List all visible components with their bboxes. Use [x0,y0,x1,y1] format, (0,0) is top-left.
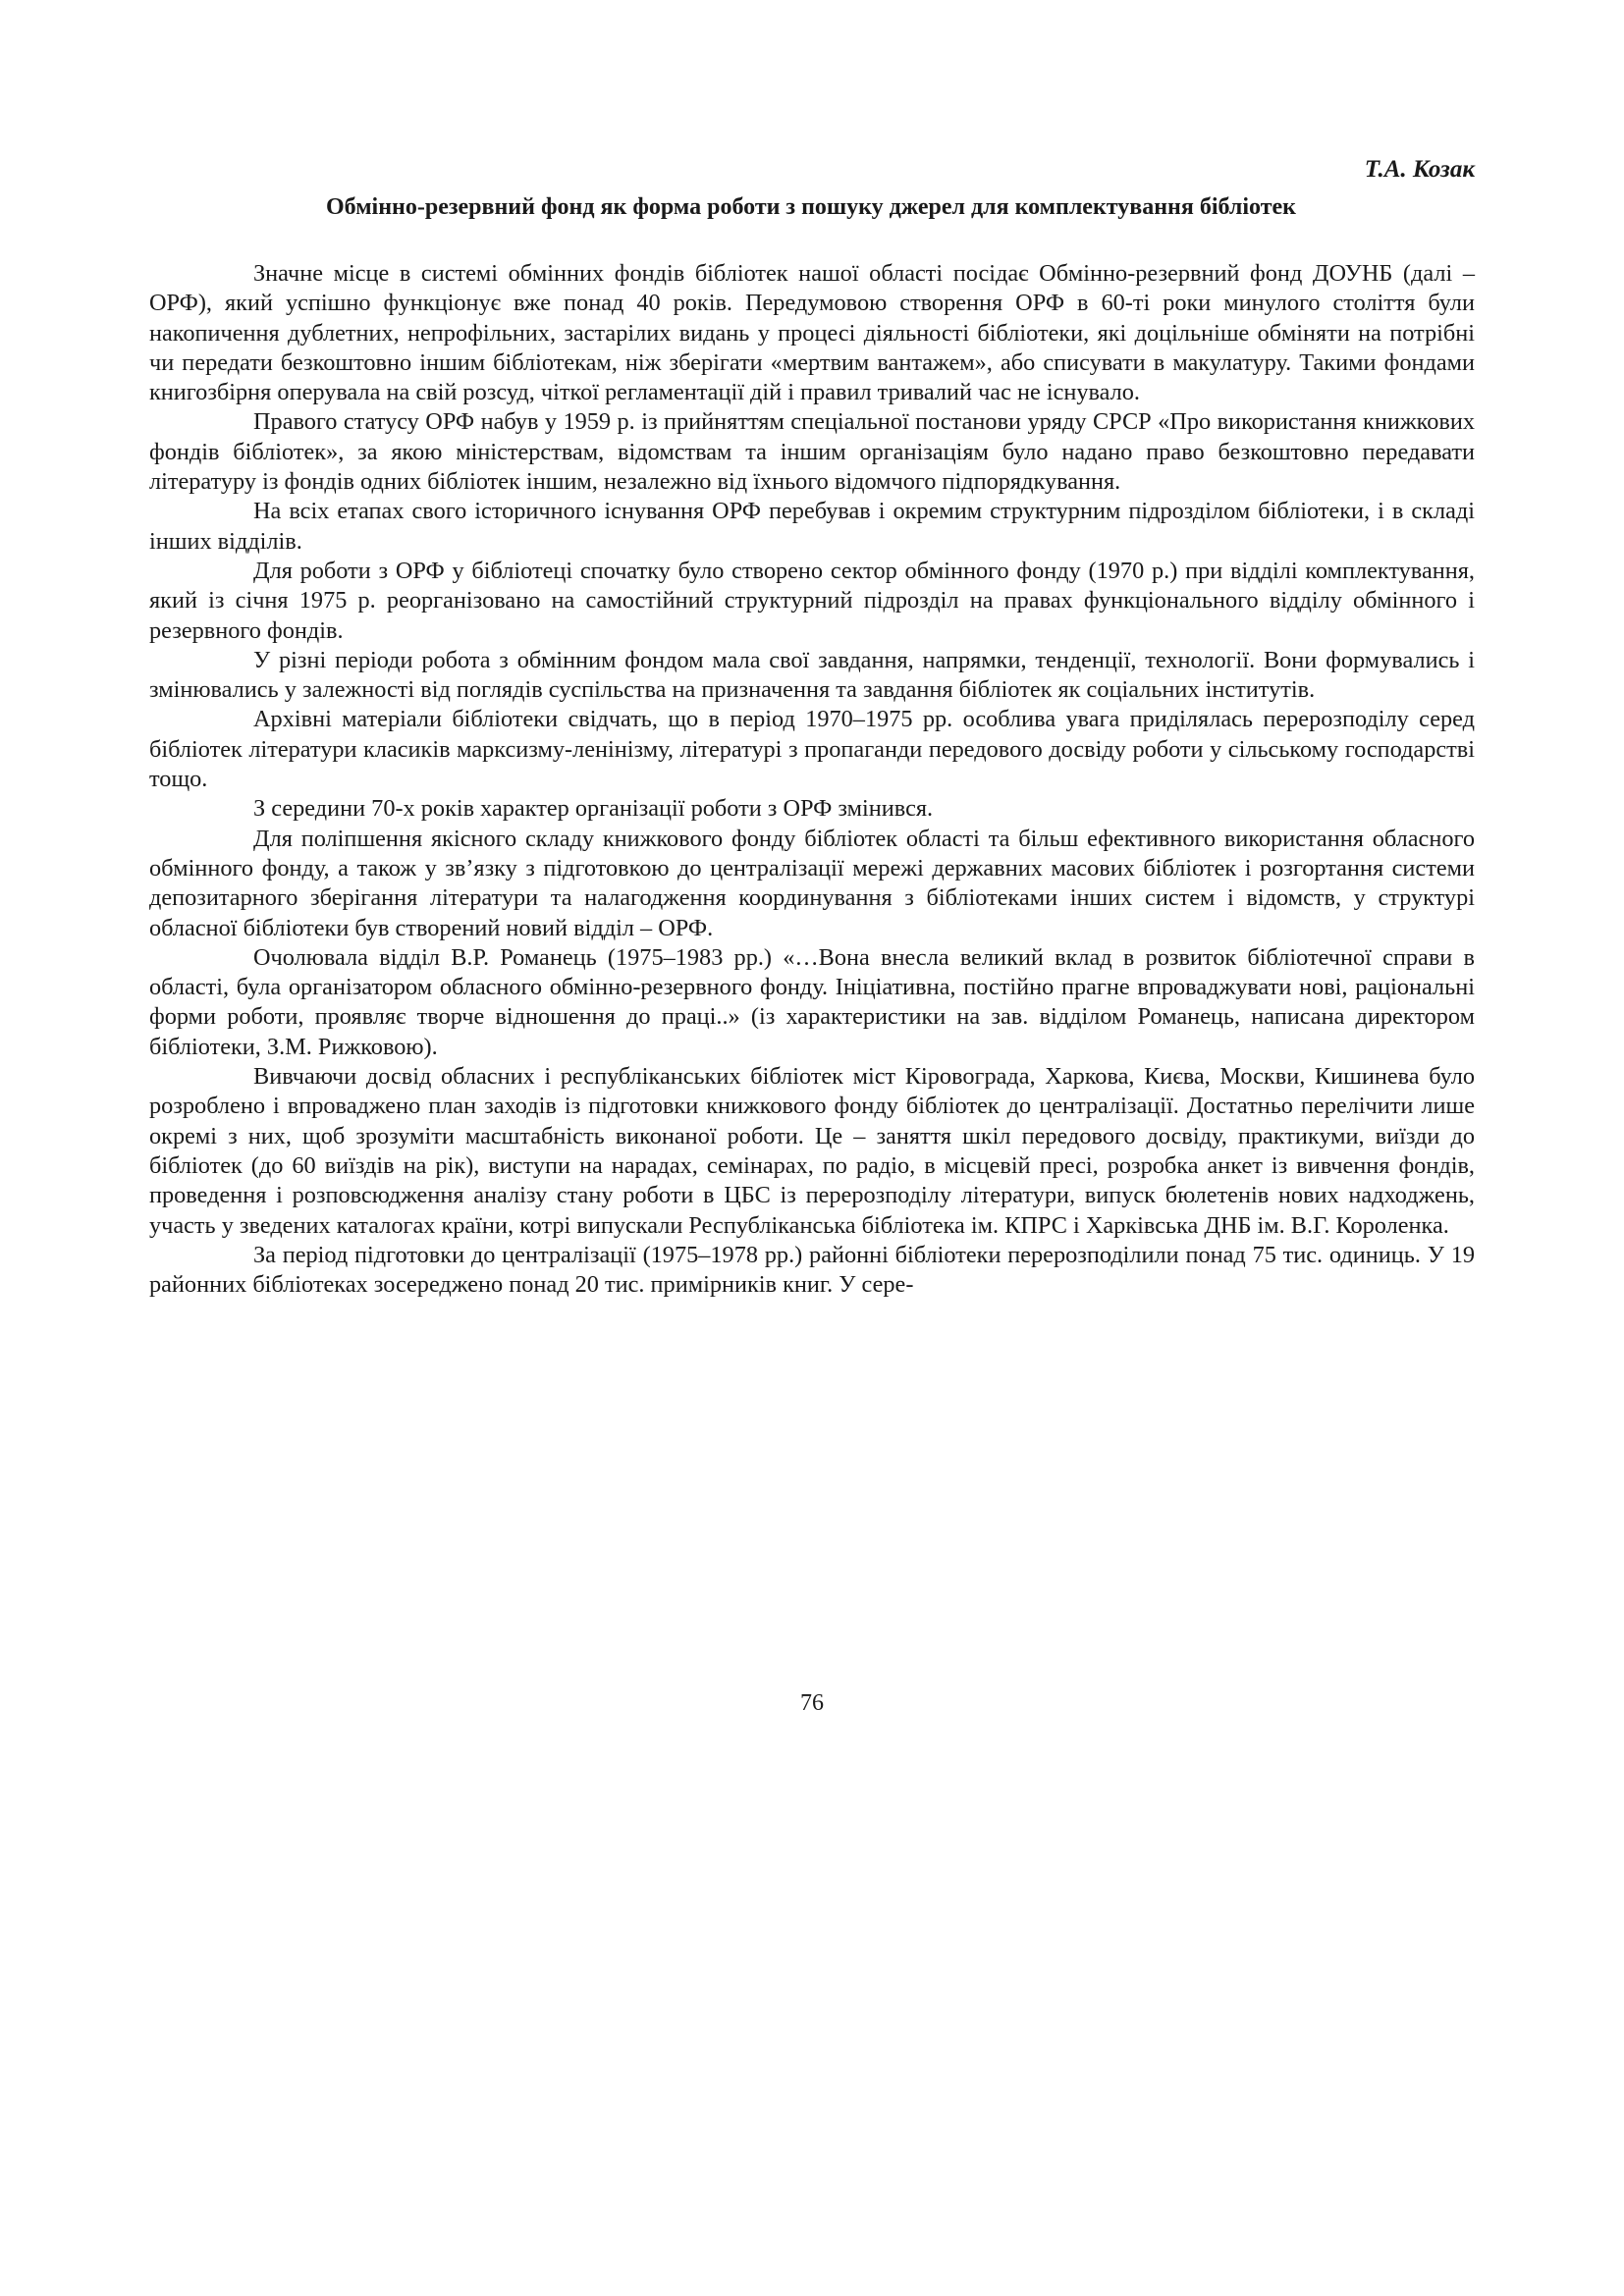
paragraph: За період підготовки до централізації (1975–1978 рр.) районні бібліотеки перерозподілили понад 75 тис. одиниць. У 19 районних бібліотеках зосереджено понад 20 тис. примірників книг. У сере- [149,1241,1475,1299]
paragraph: У різні періоди робота з обмінним фондом мала свої завдання, напрямки, тенденції, технології. Вони формувались і змінювались у залежності від поглядів суспільства на призначення та завдання бібліотек як соціальних інститутів. [149,646,1475,704]
article-body [149,259,1475,1300]
paragraph: Для роботи з ОРФ у бібліотеці спочатку було створено сектор обмінного фонду (1970 р.) при відділі комплектування, який із січня 1975 р. реорганізовано на самостійний структурний підрозділ на правах функціонального відділу обмінного і резервного фондів. [149,557,1475,644]
paragraph: На всіх етапах свого історичного існування ОРФ перебував і окремим структурним підрозділом бібліотеки, і в складі інших відділів. [149,498,1475,555]
article-title: Обмінно-резервний фонд як форма роботи з пошуку джерел для комплектування бібліотек [326,194,1296,220]
paragraph: Правого статусу ОРФ набув у 1959 р. із прийняттям спеціальної постанови уряду СРСР «Про використання книжкових фондів бібліотек», за якою міністерствам, відомствам та іншим організаціям було надано право безкоштовно передавати літературу із фондів одних бібліотек іншим, незалежно від їхнього відомчого підпорядкування. [149,408,1475,496]
author-name: Т.А. Козак [1364,156,1475,183]
page-number: 76 [800,1690,824,1716]
paragraph: Очолювала відділ В.Р. Романець (1975–1983 рр.) «…Вона внесла великий вклад в розвиток бібліотечної справи в області, була організатором обласного обмінно-резервного фонду. Ініціативна, постійно прагне впроваджувати нові, раціональні форми роботи, проявляє творче відношення до праці..» (із характеристики на зав. відділом Романець, написана директором бібліотеки, З.М. Рижковою). [149,943,1475,1060]
paragraph: З середини 70-х років характер організації роботи з ОРФ змінився. [253,795,934,823]
paragraph: Архівні матеріали бібліотеки свідчать, що в період 1970–1975 рр. особлива увага приділялась перерозподілу серед бібліотек літератури класиків марксизму-ленінізму, літературі з пропаганди передового досвіду роботи у сільському господарстві тощо. [149,706,1475,793]
paragraph: Значне місце в системі обмінних фондів бібліотек нашої області посідає Обмінно-резервний фонд ДОУНБ (далі – ОРФ), який успішно функціонує вже понад 40 років. Передумовою створення ОРФ в 60-ті роки минулого століття були накопичення дублетних, непрофільних, застарілих видань у процесі діяльності бібліотеки, які доцільніше обміняти на потрібні чи передати безкоштовно іншим бібліотекам, ніж зберігати «мертвим вантажем», або списувати в макулатуру. Такими фондами книгозбірня оперувала на свій розсуд, чіткої регламентації дій і правил тривалий час не існувало. [149,260,1475,406]
paragraph: Для поліпшення якісного складу книжкового фонду бібліотек області та більш ефективного використання обласного обмінного фонду, а також у зв’язку з підготовкою до централізації мережі державних масових бібліотек і розгортання системи депозитарного зберігання літератури та налагодження координування з бібліотеками інших систем і відомств, у структурі обласної бібліотеки був створений новий відділ – ОРФ. [149,825,1475,941]
paragraph: Вивчаючи досвід обласних і республіканських бібліотек міст Кіровограда, Харкова, Києва, Москви, Кишинева було розроблено і впроваджено план заходів із підготовки книжкового фонду бібліотек до централізації. Достатньо перелічити лише окремі з них, щоб зрозуміти масштабність виконаної роботи. Це – заняття шкіл передового досвіду, практикуми, виїзди до бібліотек (до 60 виїздів на рік), виступи на нарадах, семінарах, по радіо, в місцевій пресі, розробка анкет із вивчення фондів, проведення і розповсюдження аналізу стану роботи в ЦБС із перерозподілу літератури, випуск бюлетенів нових надходжень, участь у зведених каталогах країни, котрі випускали Республіканська бібліотека ім. КПРС і Харківська ДНБ ім. В.Г. Короленка. [149,1063,1475,1239]
